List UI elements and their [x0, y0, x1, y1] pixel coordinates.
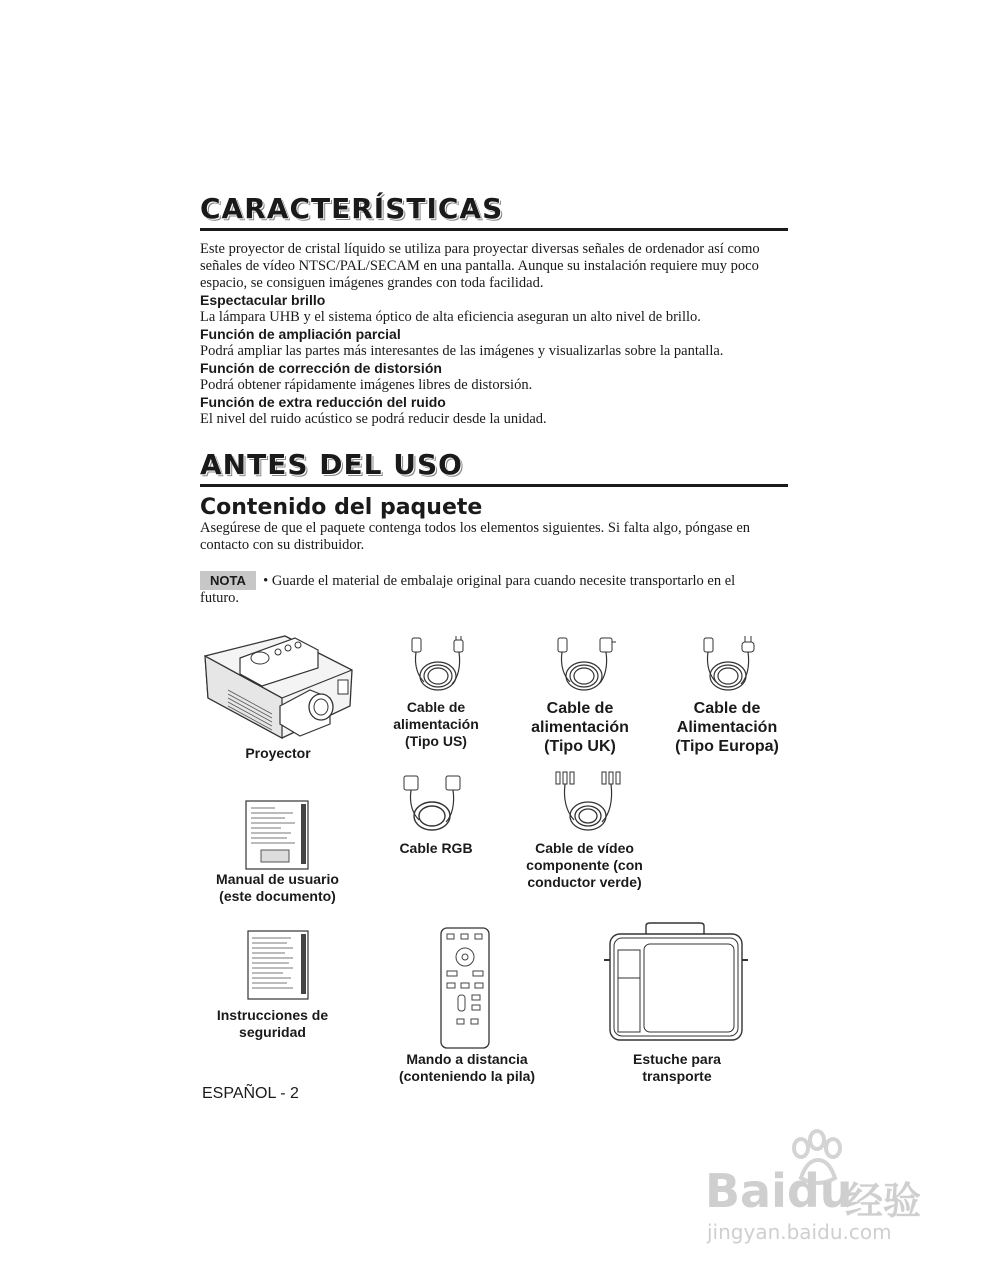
watermark-brand	[705, 1164, 853, 1218]
intro-line: Asegúrese de que el paquete contenga todos los elementos siguientes. Si falta algo, póngase en	[200, 520, 751, 536]
watermark-url: jingyan.baidu.com	[707, 1220, 892, 1244]
manual-illustration	[245, 800, 309, 870]
cable-video-illustration	[550, 772, 628, 836]
feature-heading: Función de ampliación parcial	[200, 326, 401, 342]
package-subtitle: Contenido del paquete	[200, 495, 483, 520]
watermark-cn: 经验	[845, 1179, 922, 1223]
caption-cable-rgb: Cable RGB	[399, 840, 473, 856]
caption-manual: Manual de usuario (este documento)	[216, 871, 339, 904]
caption-cable-uk: Cable de alimentación (Tipo UK)	[531, 700, 629, 755]
before-use-title: ANTES DEL USO	[200, 448, 463, 481]
case-illustration	[604, 922, 750, 1044]
feature-text: La lámpara UHB y el sistema óptico de alta eficiencia aseguran un alto nivel de brillo.	[200, 309, 701, 325]
safety-illustration	[247, 930, 309, 1000]
feature-text: Podrá ampliar las partes más interesantes de las imágenes y visualizarlas sobre la pantalla.	[200, 343, 724, 359]
note-label: NOTA	[200, 571, 256, 590]
feature-heading: Función de corrección de distorsión	[200, 360, 442, 376]
intro-line: señales de vídeo NTSC/PAL/SECAM en una pantalla. Aunque su instalación requiere muy poco	[200, 258, 759, 274]
note-line: • Guarde el material de embalaje original para cuando necesite transportarlo en el	[263, 573, 736, 589]
watermark	[705, 1130, 945, 1250]
caption-cable-video: Cable de vídeo componente (con conductor verde)	[526, 840, 643, 890]
before-use-rule	[200, 484, 788, 487]
cable-eu-illustration	[696, 636, 766, 696]
cable-rgb-illustration	[398, 774, 470, 836]
feature-text: El nivel del ruido acústico se podrá reducir desde la unidad.	[200, 411, 547, 427]
intro-line: Este proyector de cristal líquido se utiliza para proyectar diversas señales de ordenador así como	[200, 241, 760, 257]
package-intro	[200, 520, 800, 554]
intro-line: contacto con su distribuidor.	[200, 537, 365, 553]
caption-cable-eu: Cable de Alimentación (Tipo Europa)	[675, 700, 779, 755]
feature-text: Podrá obtener rápidamente imágenes libres de distorsión.	[200, 377, 533, 393]
features-rule	[200, 228, 788, 231]
feature-heading: Función de extra reducción del ruido	[200, 394, 446, 410]
note-line: futuro.	[200, 590, 240, 606]
caption-case: Estuche para transporte	[633, 1051, 721, 1084]
cable-us-illustration	[404, 636, 474, 696]
caption-safety: Instrucciones de seguridad	[216, 1007, 329, 1040]
caption-remote: Mando a distancia (conteniendo la pila)	[398, 1051, 536, 1084]
note-block	[200, 571, 800, 607]
watermark-brand-a: Bai	[705, 1164, 787, 1218]
feature-heading: Espectacular brillo	[200, 292, 326, 308]
projector-illustration	[200, 628, 360, 743]
caption-cable-us: Cable de alimentación (Tipo US)	[393, 699, 479, 749]
cable-uk-illustration	[552, 636, 622, 696]
page-footer: ESPAÑOL - 2	[202, 1085, 299, 1102]
caption-projector: Proyector	[245, 745, 311, 761]
watermark-brand-b: du	[786, 1164, 853, 1218]
features-title: CARACTERÍSTICAS	[200, 192, 504, 225]
intro-line: espacio, se consiguen imágenes grandes con toda facilidad.	[200, 275, 544, 291]
remote-illustration	[440, 927, 490, 1049]
features-intro	[200, 241, 800, 428]
